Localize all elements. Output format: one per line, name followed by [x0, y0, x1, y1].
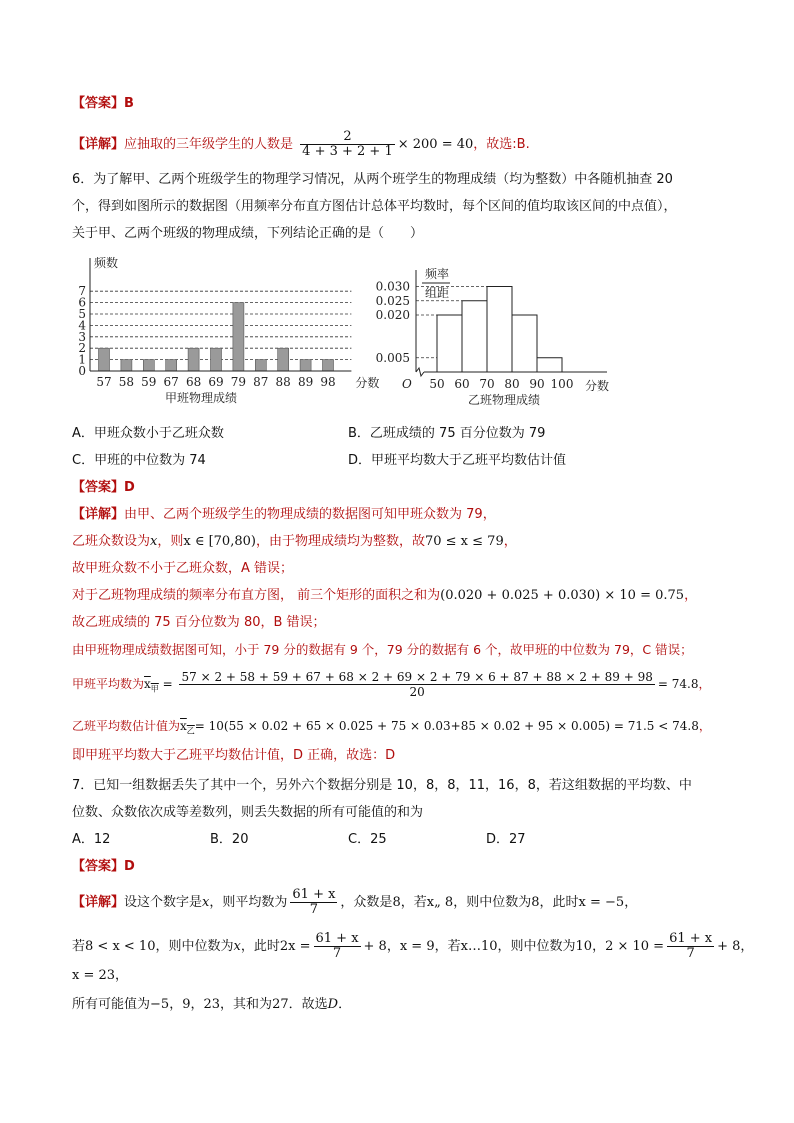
histogram-bar	[462, 301, 487, 372]
y-axis-label-denominator: 组距	[425, 286, 450, 300]
q6-stem-1: 6．为了解甲、乙两个班级学生的物理学习情况，从两个班学生的物理成绩（均为整数）中各随机抽查 20	[72, 172, 673, 187]
x-tick-label: 50	[429, 377, 445, 391]
expression: × 200 = 40	[397, 137, 474, 152]
answer-value: D	[124, 480, 135, 495]
option-c: C．甲班的中位数为 74	[72, 453, 206, 468]
histogram-bar	[512, 315, 537, 372]
bar	[211, 348, 222, 371]
x-tick-label: 58	[118, 375, 135, 389]
x-tick-label: 80	[504, 377, 520, 391]
answer-value: B	[124, 96, 134, 111]
chart-title: 乙班物理成绩	[468, 393, 541, 407]
answer-tag: 【答案】	[72, 480, 125, 495]
detail-text: 应抽取的三年级学生的人数是	[124, 137, 294, 152]
option-a: A．甲班众数小于乙班众数	[72, 426, 224, 441]
x-tick-label: 98	[320, 375, 336, 389]
answer-tag: 【答案】	[72, 859, 125, 874]
y-tick-label: 5	[78, 307, 86, 321]
bar	[323, 360, 334, 371]
x-tick-label: 67	[163, 375, 179, 389]
x-tick-label: 90	[529, 377, 545, 391]
q6-detail-4: 对于乙班物理成绩的频率分布直方图， 前三个矩形的面积之和为(0.020 + 0.025 + 0.030) × 10 = 0.75，	[72, 588, 698, 603]
y-tick-label: 0	[78, 364, 86, 378]
x-tick-label: 88	[275, 375, 291, 389]
x-tick-label: 89	[297, 375, 314, 389]
chart-title: 甲班物理成绩	[165, 391, 238, 405]
y-tick-label: 3	[78, 329, 86, 344]
bar	[300, 360, 311, 371]
answer-tag: 【答案】	[72, 96, 125, 111]
q7-answer-line	[72, 857, 135, 877]
q6-detail-9: 即甲班平均数大于乙班平均数估计值，D 正确，故选：D	[72, 748, 396, 763]
x-tick-label: 57	[96, 375, 112, 389]
q6-detail-1: 【详解】由甲、乙两个班级学生的物理成绩的数据图可知甲班众数为 79，	[72, 507, 496, 522]
y-tick-label: 0.005	[375, 350, 410, 365]
q6-answer-line	[72, 478, 135, 498]
y-axis-label: 频数	[94, 256, 119, 270]
x-tick-label: 100	[550, 377, 574, 391]
bar	[143, 360, 154, 371]
histogram-bar	[487, 287, 512, 373]
option-d: D．甲班平均数大于乙班平均数估计值	[348, 453, 567, 468]
detail-tag: 【详解】	[72, 137, 125, 152]
histogram-bar	[437, 315, 462, 372]
y-tick-label: 1	[78, 352, 86, 367]
q7-detail-2: 若8 < x < 10，则中位数为x，此时2x = $\frac{61 + x}{7}$ + 8，x = 9，若x…10，则中位数为10，2 × 10 = $\frac{61 + x}{7}$ + 8，	[72, 931, 754, 961]
option-b: B．20	[210, 832, 249, 847]
q6-detail-2: 乙班众数设为x，则x ∈ [70,80)，由于物理成绩均为整数，故70 ≤ x ≤ 79，	[72, 534, 517, 549]
x-tick-label: 60	[454, 377, 470, 391]
q7-stem-2: 位数、众数依次成等差数列，则丢失数据的所有可能值的和为	[72, 805, 424, 820]
fraction: $\frac{2}{4 + 3 + 2 + 1}$	[302, 129, 393, 159]
option-a: A．12	[72, 832, 111, 847]
bar	[233, 303, 244, 371]
option-c: C．25	[348, 832, 387, 847]
y-axis-label-numerator: 频率	[425, 267, 450, 281]
q6-stem-2: 个，得到如图所示的数据图（用频率分布直方图估计总体平均数时，每个区间的值均取该区间的中点值），	[72, 199, 677, 214]
q7-detail-3: x = 23，	[72, 968, 129, 983]
q6-detail-5: 故乙班成绩的 75 百分位数为 80，B 错误；	[72, 615, 326, 630]
y-tick-label: 0.025	[375, 293, 410, 308]
bar	[99, 348, 110, 371]
q6-stem-3: 关于甲、乙两个班级的物理成绩，下列结论正确的是（ ）	[72, 226, 424, 241]
chart-class-a	[70, 252, 380, 412]
x-tick-label: 69	[208, 375, 224, 389]
x-axis-label: 分数	[585, 379, 610, 393]
q7-detail-1: 【详解】设这个数字是x，则平均数为 $\frac{61 + x}{7}$ ，众数是8，若x„ 8，则中位数为8，此时x = −5，	[72, 887, 638, 917]
x-tick-label: 68	[185, 375, 202, 389]
y-tick-label: 0.020	[375, 308, 410, 322]
bar	[255, 360, 266, 371]
q7-detail-4: 所有可能值为−5，9，23，其和为27．故选D．	[72, 997, 352, 1012]
bar	[278, 348, 289, 371]
option-d: D．27	[486, 832, 526, 847]
q5-answer-line	[72, 94, 134, 114]
q6-detail-7: 甲班平均数为$x_甲$ = 57 × 2 + 58 + 59 + 67 + 68 × 2 + 69 × 2 + 79 × 6 + 87 + 88 × 2 + 89 + 98 20 = 74.8，	[72, 670, 711, 699]
y-tick-label: 4	[78, 318, 86, 333]
axis-break-mark	[416, 368, 424, 376]
q6-detail-6: 由甲班物理成绩数据图可知，小于 79 分的数据有 9 个，79 分的数据有 6 个，故甲班的中位数为 79，C 错误；	[72, 642, 693, 657]
detail-tag: 【详解】	[72, 895, 125, 910]
option-b: B．乙班成绩的 75 百分位数为 79	[348, 426, 546, 441]
y-tick-label: 0.030	[375, 279, 410, 294]
bar	[188, 348, 199, 371]
x-axis-label: 分数	[355, 376, 380, 390]
x-tick-label: 70	[479, 377, 495, 391]
y-tick-label: 2	[78, 341, 86, 356]
x-tick-label: 87	[253, 375, 269, 389]
bar	[121, 360, 132, 371]
detail-tag: 【详解】	[72, 507, 125, 522]
q5-detail-line	[72, 130, 530, 159]
q6-detail-8: 乙班平均数估计值为$x_乙= 10(55 \times 0.02 + 65 \times 0.025 + 75 \times 0.03+85 \times 0.02 + 95 \times 0.005) = 71.5 < 74.8$，	[72, 719, 711, 736]
x-tick-label: 59	[141, 375, 157, 389]
bar	[166, 360, 177, 371]
y-tick-label: 7	[78, 284, 86, 299]
x-tick-label: 79	[230, 375, 247, 389]
y-tick-label: 6	[78, 295, 86, 310]
chart-class-b	[370, 262, 630, 410]
origin-label: O	[402, 377, 412, 391]
q6-detail-3: 故甲班众数不小于乙班众数，A 错误；	[72, 561, 294, 576]
histogram-bar	[537, 358, 562, 372]
q7-stem-1: 7．已知一组数据丢失了其中一个，另外六个数据分别是 10，8，8，11，16，8，若这组数据的平均数、中	[72, 778, 692, 793]
conclusion: ，故选:B.	[473, 137, 530, 152]
answer-value: D	[124, 859, 135, 874]
